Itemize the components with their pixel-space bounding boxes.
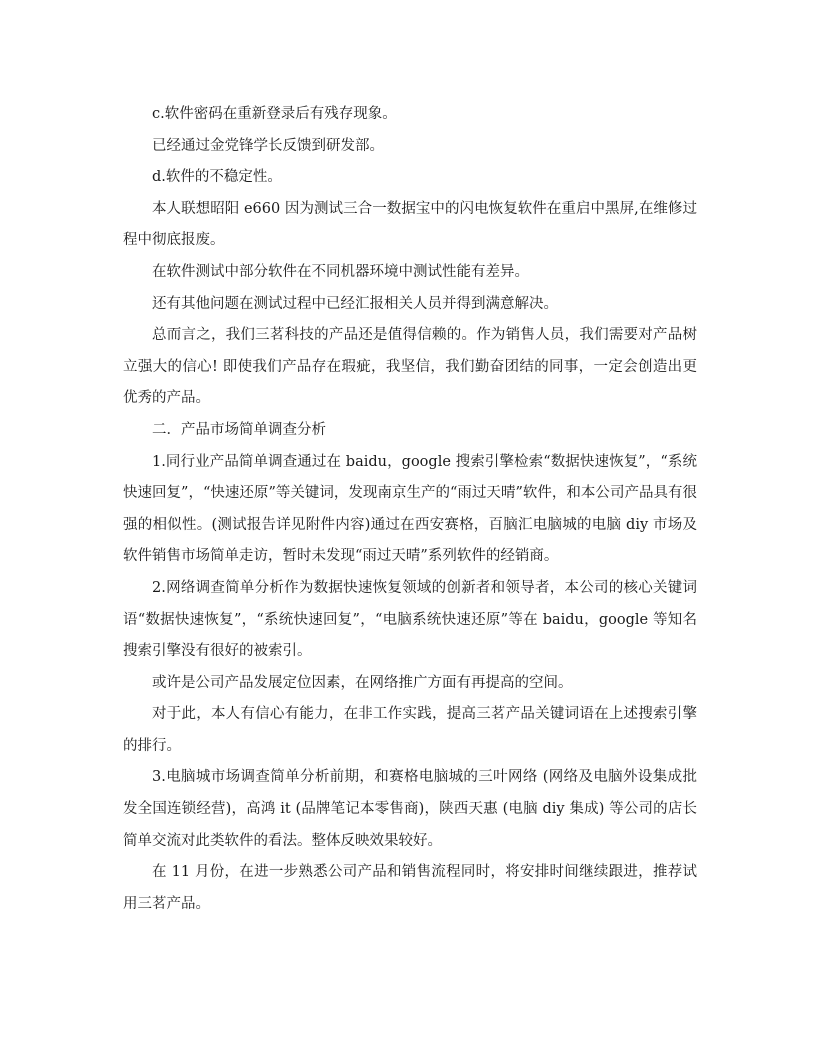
paragraph-password-residue: c.软件密码在重新登录后有残存现象。	[152, 106, 397, 122]
document-body	[123, 99, 697, 920]
section-heading-market-analysis: 二．产品市场简单调查分析	[152, 421, 326, 438]
paragraph-industry-survey: 1.同行业产品简单调查通过在 baidu，google 搜索引擎检索“数据快速恢复”，“系统快速回复”，“快速还原”等关键词，发现南京生产的“雨过天晴”软件，和本公司产品具有很强的相似性。(测试报告详见附件内容)通过在西安赛格，百脑汇电脑城的电脑 diy 市场及软件销售市场简单走访，暂时未发现“雨过天晴”系列软件的经销商。	[123, 453, 697, 565]
paragraph-confidence: 对于此，本人有信心有能力，在非工作实践，提高三茗产品关键词语在上述搜索引擎的排行。	[123, 706, 697, 754]
paragraph-conclusion: 总而言之，我们三茗科技的产品还是值得信赖的。作为销售人员，我们需要对产品树立强大的信心! 即使我们产品存在瑕疵，我坚信，我们勤奋团结的同事，一定会创造出更优秀的产品。	[123, 327, 697, 407]
paragraph-feedback-rd: 已经通过金党锋学长反馈到研发部。	[152, 137, 384, 154]
paragraph-other-issues: 还有其他问题在测试过程中已经汇报相关人员并得到满意解决。	[152, 295, 558, 312]
paragraph-instability: d.软件的不稳定性。	[152, 169, 282, 186]
paragraph-mall-survey: 3.电脑城市场调查简单分析前期，和赛格电脑城的三叶网络 (网络及电脑外设集成批发全国连锁经营)，高鸿 it (品牌笔记本零售商)，陕西天惠 (电脑 diy 集成) 等公司的店长简单交流对此类软件的看法。整体反映效果较好。	[123, 769, 697, 849]
paragraph-network-survey: 2.网络调查简单分析作为数据快速恢复领域的创新者和领导者，本公司的核心关键词语“数据快速恢复”，“系统快速回复”，“电脑系统快速还原”等在 baidu，google 等知名搜索引擎没有很好的被索引。	[123, 579, 697, 660]
paragraph-performance-difference: 在软件测试中部分软件在不同机器环境中测试性能有差异。	[152, 263, 529, 280]
paragraph-november-plan: 在 11 月份，在进一步熟悉公司产品和销售流程同时，将安排时间继续跟进，推荐试用三茗产品。	[123, 864, 697, 912]
paragraph-laptop-failure: 本人联想昭阳 e660 因为测试三合一数据宝中的闪电恢复软件在重启中黑屏,在维修过程中彻底报废。	[123, 200, 697, 249]
paragraph-positioning: 或许是公司产品发展定位因素，在网络推广方面有再提高的空间。	[152, 674, 573, 691]
